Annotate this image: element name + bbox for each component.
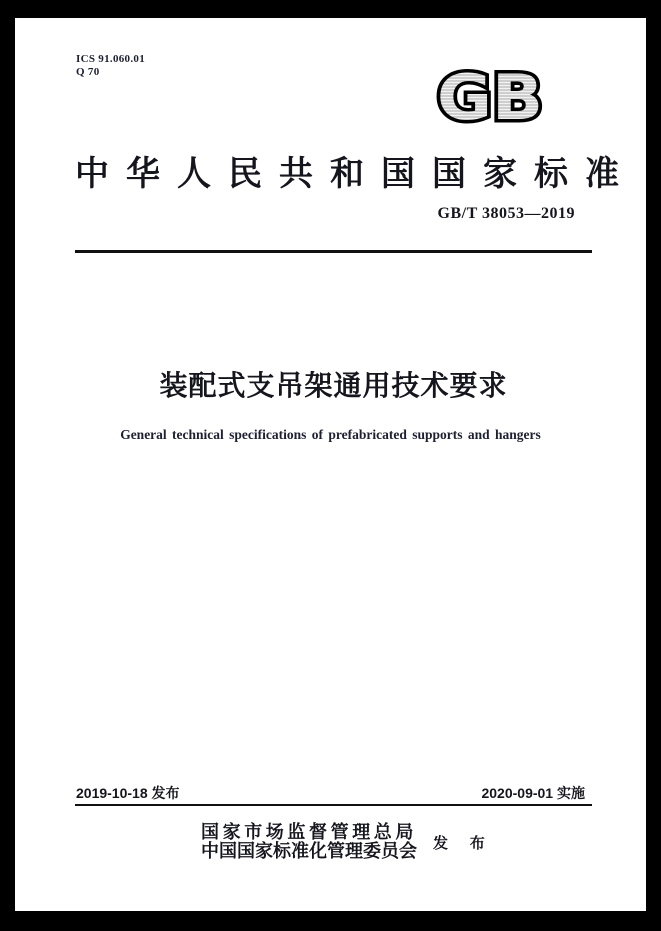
issue-date: 2019-10-18 发布 xyxy=(76,785,180,801)
publisher-name-1: 国家市场监督管理总局 xyxy=(201,822,417,842)
issue-label: 发 布 xyxy=(433,835,494,852)
footer-rule xyxy=(75,804,592,806)
national-standard-heading: 中华人民共和国国家标准 xyxy=(75,156,636,193)
date-row xyxy=(76,783,585,803)
standard-number: GB/T 38053—2019 xyxy=(437,205,575,222)
document-page xyxy=(15,18,646,911)
classification-block xyxy=(76,53,145,79)
top-rule xyxy=(75,250,592,253)
publisher-block xyxy=(201,823,494,861)
document-title-english: General technical specifications of prefabricated supports and hangers xyxy=(120,427,541,442)
publisher-name-2: 中国国家标准化管理委员会 xyxy=(201,841,417,861)
document-title: 装配式支吊架通用技术要求 xyxy=(159,370,508,401)
gb-logo xyxy=(431,62,549,130)
implementation-date: 2020-09-01 实施 xyxy=(481,785,585,801)
classification-code: Q 70 xyxy=(76,66,100,78)
gb-logo-text: GB xyxy=(437,62,543,130)
publisher-names xyxy=(201,823,417,861)
ics-code: ICS 91.060.01 xyxy=(76,53,145,65)
